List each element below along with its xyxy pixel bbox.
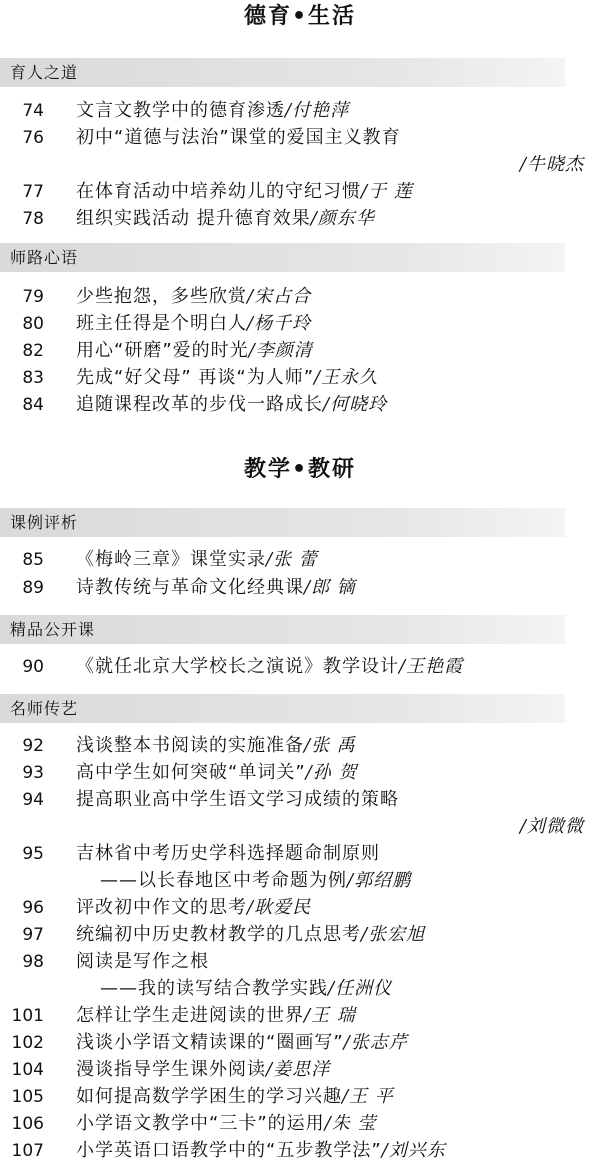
- article-title: 小学英语口语教学中的“五步教学法”/刘兴东: [76, 1140, 446, 1161]
- page-number: 105: [11, 1087, 44, 1107]
- article-title: 班主任得是个明白人/杨千玲: [76, 313, 312, 334]
- article-title: 组织实践活动 提升德育效果/颜东华: [76, 208, 375, 229]
- article-title: 浅谈整本书阅读的实施准备/张 禹: [76, 735, 356, 756]
- page-number: 102: [11, 1033, 44, 1053]
- toc-entry[interactable]: [0, 732, 600, 760]
- toc-entry[interactable]: [0, 1137, 600, 1165]
- article-title: 少些抱怨，多些欣赏/宋占合: [76, 286, 312, 307]
- page-number: 77: [22, 182, 44, 202]
- article-title: 高中学生如何突破“单词关”/孙 贺: [76, 762, 358, 783]
- article-title: 漫谈指导学生课外阅读/姜思洋: [76, 1059, 331, 1080]
- article-title: 追随课程改革的步伐一路成长/何晓玲: [76, 394, 388, 415]
- article-subtitle: ——我的读写结合教学实践/任洲仪: [100, 978, 393, 999]
- author: /姜思洋: [266, 1059, 331, 1080]
- page-number: 76: [22, 128, 44, 148]
- author: /张志芹: [343, 1032, 408, 1053]
- article-title: 先成“好父母” 再谈“为人师”/王永久: [76, 367, 379, 388]
- page-number: 98: [22, 952, 44, 972]
- toc-entry[interactable]: [0, 178, 600, 206]
- article-title: 阅读是写作之根: [76, 951, 209, 972]
- author: /耿爱民: [247, 897, 312, 918]
- page-number: 92: [22, 736, 44, 756]
- page-number: 97: [22, 925, 44, 945]
- article-title: 用心“研磨”爱的时光/李颜清: [76, 340, 313, 361]
- toc-entry[interactable]: [0, 310, 600, 338]
- author: /王 平: [342, 1086, 394, 1107]
- page-number: 85: [22, 550, 44, 570]
- column-header: 课例评析: [0, 508, 565, 537]
- page-number: 78: [22, 209, 44, 229]
- article-title: 怎样让学生走进阅读的世界/王 瑞: [76, 1005, 356, 1026]
- article-title: 《梅岭三章》课堂实录/张 蕾: [76, 549, 318, 570]
- toc-entry[interactable]: [0, 1110, 600, 1138]
- author: /朱 莹: [324, 1113, 377, 1134]
- author: /郭绍鹏: [347, 870, 412, 891]
- section-title: 德育•生活: [243, 4, 357, 29]
- author: /杨千玲: [247, 313, 312, 334]
- page-number: 89: [22, 578, 44, 598]
- page-number: 84: [22, 395, 44, 415]
- page-number: 79: [22, 287, 44, 307]
- column-header: 名师传艺: [0, 694, 565, 723]
- toc-entry[interactable]: [0, 1083, 600, 1111]
- author: /何晓玲: [323, 394, 388, 415]
- toc-entry[interactable]: [0, 894, 600, 922]
- article-title: 统编初中历史教材教学的几点思考/张宏旭: [76, 924, 426, 945]
- column-header: 精品公开课: [0, 615, 565, 644]
- column-header: 师路心语: [0, 243, 565, 272]
- author: /王永久: [314, 367, 379, 388]
- article-title: 在体育活动中培养幼儿的守纪习惯/于 莲: [76, 181, 413, 202]
- toc-entry[interactable]: [0, 337, 600, 365]
- author: /李颜清: [248, 340, 313, 361]
- article-title: 诗教传统与革命文化经典课/郎 镝: [76, 577, 356, 598]
- toc-entry[interactable]: [0, 1056, 600, 1084]
- article-title: 提高职业高中学生语文学习成绩的策略: [76, 789, 399, 810]
- toc-entry[interactable]: [0, 391, 600, 419]
- article-title: 《就任北京大学校长之演说》教学设计/王艳霞: [76, 656, 464, 677]
- page-number: 74: [22, 101, 44, 121]
- article-title: 如何提高数学学困生的学习兴趣/王 平: [76, 1086, 394, 1107]
- author: /郎 镝: [304, 577, 356, 598]
- toc-entry[interactable]: [0, 653, 600, 681]
- page-number: 93: [22, 763, 44, 783]
- page-number: 96: [22, 898, 44, 918]
- author: /王艳霞: [399, 656, 464, 677]
- author: /任洲仪: [328, 978, 393, 999]
- section-title: 教学•教研: [243, 457, 357, 482]
- article-title: 文言文教学中的德育渗透/付艳萍: [76, 100, 350, 121]
- author: /宋占合: [247, 286, 312, 307]
- toc-entry[interactable]: [0, 546, 600, 574]
- author: /张 禹: [304, 735, 356, 756]
- article-title: 初中“道德与法治”课堂的爱国主义教育: [76, 127, 401, 148]
- toc-entry[interactable]: [0, 1029, 600, 1057]
- toc-entry[interactable]: [0, 759, 600, 787]
- toc-entry[interactable]: [0, 921, 600, 949]
- column-header: 育人之道: [0, 58, 565, 87]
- toc-entry[interactable]: [0, 786, 600, 814]
- author: /张 蕾: [266, 549, 318, 570]
- article-subtitle: ——以长春地区中考命题为例/郭绍鹏: [100, 870, 412, 891]
- author: /刘微微: [519, 816, 584, 837]
- toc-entry[interactable]: [0, 574, 600, 602]
- page-number: 106: [11, 1114, 44, 1134]
- page-number: 101: [11, 1006, 44, 1026]
- toc-entry[interactable]: [0, 124, 600, 152]
- toc-entry[interactable]: [0, 283, 600, 311]
- author: /张宏旭: [361, 924, 426, 945]
- toc-entry[interactable]: [0, 948, 600, 976]
- article-title: 浅谈小学语文精读课的“圈画写”/张志芹: [76, 1032, 408, 1053]
- page-number: 104: [11, 1060, 44, 1080]
- page-number: 82: [22, 341, 44, 361]
- author: /牛晓杰: [519, 154, 584, 175]
- author: /孙 贺: [305, 762, 358, 783]
- toc-entry[interactable]: [0, 1002, 600, 1030]
- page-number: 80: [22, 314, 44, 334]
- page-number: 94: [22, 790, 44, 810]
- toc-entry[interactable]: [0, 205, 600, 233]
- author: /王 瑞: [304, 1005, 356, 1026]
- article-title: 评改初中作文的思考/耿爱民: [76, 897, 312, 918]
- author: /于 莲: [361, 181, 413, 202]
- toc-entry[interactable]: [0, 364, 600, 392]
- page-number: 95: [22, 844, 44, 864]
- author: /刘兴东: [381, 1140, 446, 1161]
- author: /付艳萍: [285, 100, 350, 121]
- page-number: 107: [11, 1141, 44, 1161]
- page-number: 90: [22, 657, 44, 677]
- toc-entry[interactable]: [0, 840, 600, 868]
- toc-entry[interactable]: [0, 97, 600, 125]
- article-title: 小学语文教学中“三卡”的运用/朱 莹: [76, 1113, 377, 1134]
- page-number: 83: [22, 368, 44, 388]
- article-title: 吉林省中考历史学科选择题命制原则: [76, 843, 380, 864]
- author: /颜东华: [310, 208, 375, 229]
